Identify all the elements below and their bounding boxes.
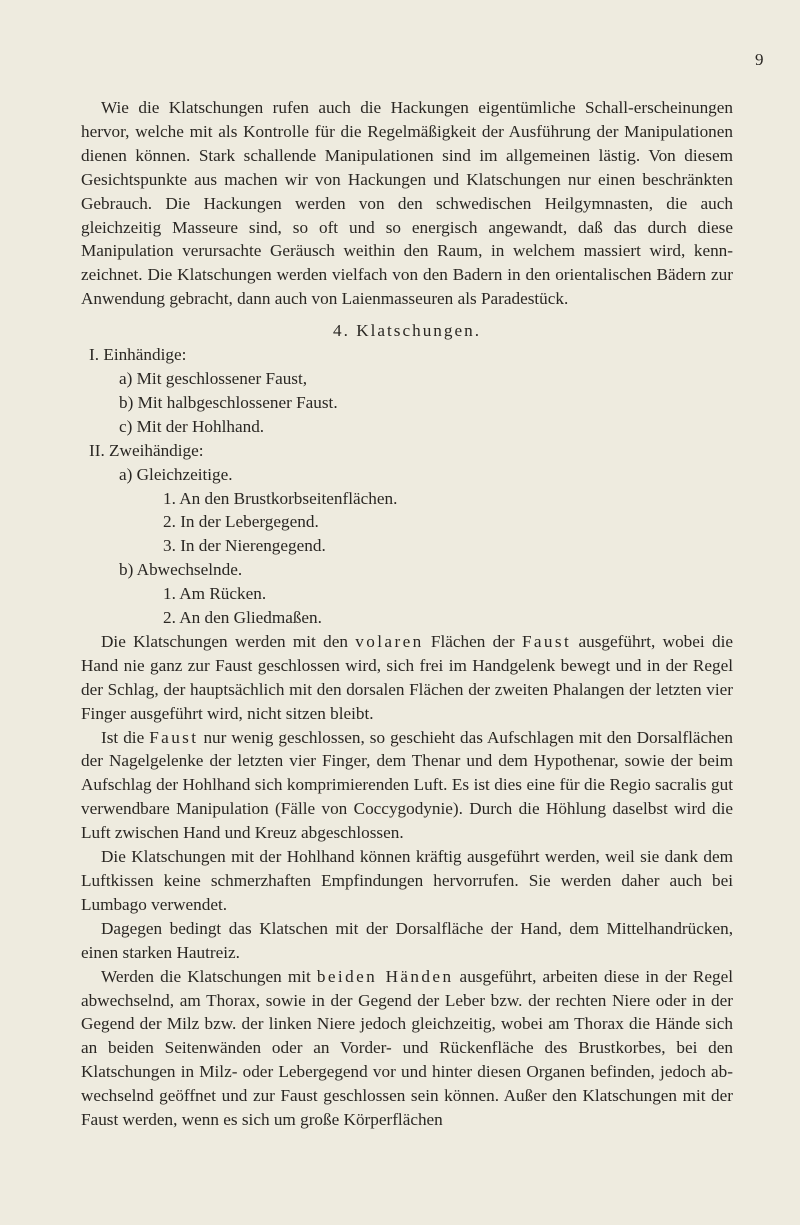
outline-group-title: II. Zweihändige: xyxy=(89,440,204,460)
classification-outline xyxy=(81,343,733,630)
outline-item: 1. Am Rücken. xyxy=(163,584,267,604)
paragraph xyxy=(81,630,733,726)
outline-item: 3. In der Nierengegend. xyxy=(163,536,326,556)
text-run: ausgeführt, arbeiten diese in der Regel abwechselnd, am Thorax, sowie in der Gegend der Leber bzw. der rechten Niere oder in der Gegend der Milz bzw. der linken Niere jedoch gleichzeitig, wobei am Thorax die Hände sich an beiden Seitenwänden oder an Vorder- und Rückenfläche des Brustkorbes, bei den Klatschungen in Milz- oder Lebergegend vor und hinter diesen Organen befinden, jedoch ab-wechselnd geöffnet und zur Faust geschlossen sein können. Außer den Klatschungen mit der Faust werden, wenn es sich um große Körperflächen xyxy=(81,966,734,1130)
page-number: 9 xyxy=(755,50,764,69)
outline-group-title: I. Einhändige: xyxy=(89,345,187,365)
outline-item: c) Mit der Hohlhand. xyxy=(119,416,265,436)
text-run: Werden die Klatschungen mit xyxy=(101,966,317,986)
outline-item: 2. An den Gliedmaßen. xyxy=(163,608,322,628)
outline-item: 1. An den Brustkorbseitenflächen. xyxy=(163,488,398,508)
outline-item: b) Mit halbgeschlossener Faust. xyxy=(119,392,338,412)
text-run: nur wenig geschlossen, so geschieht das Aufschlagen mit den Dorsalflächen der Nagelgelenke der letzten vier Finger, dem Thenar und dem Hypothenar, sowie der beim Aufschlag der Hohlhand sich komprimierenden Luft. Es ist dies eine für die Regio sacralis gut verwendbare Manipulation (Fälle von Coccygodynie). Durch die Höhlung daselbst wird die Luft zwischen Hand und Kreuz abgeschlossen. xyxy=(81,727,733,843)
text-run: Die Klatschungen werden mit den xyxy=(101,631,356,651)
emphasized-term: Faust xyxy=(521,631,572,651)
outline-subgroup-title: a) Gleichzeitige. xyxy=(119,464,233,484)
text-run: Ist die xyxy=(101,727,150,747)
intro-paragraph: Wie die Klatschungen rufen auch die Hackungen eigentümliche Schall-erscheinungen hervor, welche mit als Kontrolle für die Regelmäßigkeit der Ausführung der Manipulationen dienen können. Stark schallende Manipulationen sind im allgemeinen lästig. Von diesem Gesichtspunkte aus machen wir von Hackungen und Klatschungen nur einen beschränkten Gebrauch. Die Hackungen werden von den schwedischen Heilgymnasten, die auch gleichzeitig Masseure sind, so oft und so energisch angewandt, daß das durch diese Manipulation verursachte Geräusch weithin den Raum, in welchem massiert wird, kenn-zeichnet. Die Klatschungen werden vielfach von den Badern in den orientalischen Bädern zur Anwendung gebracht, dann auch von Laienmasseuren als Paradestück. xyxy=(81,98,733,309)
text-run: Flächen der xyxy=(423,631,522,651)
paragraph xyxy=(81,965,733,1132)
text-run: ausgeführt, wobei die Hand nie ganz zur Faust geschlossen wird, sich frei im Handgelenk bewegt und in der Regel der Schlag, der hauptsächlich mit den dorsalen Flächen der zweiten Phalangen der letzten vier Finger ausgeführt wird, nicht sitzen bleibt. xyxy=(81,631,734,723)
paragraph: Die Klatschungen mit der Hohlhand können kräftig ausgeführt werden, weil sie dank dem Luftkissen keine schmerzhaften Empfindungen hervorrufen. Sie werden daher auch bei Lumbago verwendet. xyxy=(81,847,733,914)
section-heading: 4. Klatschungen. xyxy=(333,321,481,341)
paragraph: Dagegen bedingt das Klatschen mit der Dorsalfläche der Hand, dem Mittelhandrücken, einen starken Hautreiz. xyxy=(81,918,733,962)
emphasized-term: beiden Händen xyxy=(316,966,454,986)
outline-item: 2. In der Lebergegend. xyxy=(163,512,319,532)
paragraph xyxy=(81,726,733,846)
emphasized-term: volaren xyxy=(355,631,424,651)
page-body xyxy=(81,96,733,1132)
emphasized-term: Faust xyxy=(149,727,199,747)
outline-item: a) Mit geschlossener Faust, xyxy=(119,368,308,388)
outline-subgroup-title: b) Abwechselnde. xyxy=(119,560,243,580)
